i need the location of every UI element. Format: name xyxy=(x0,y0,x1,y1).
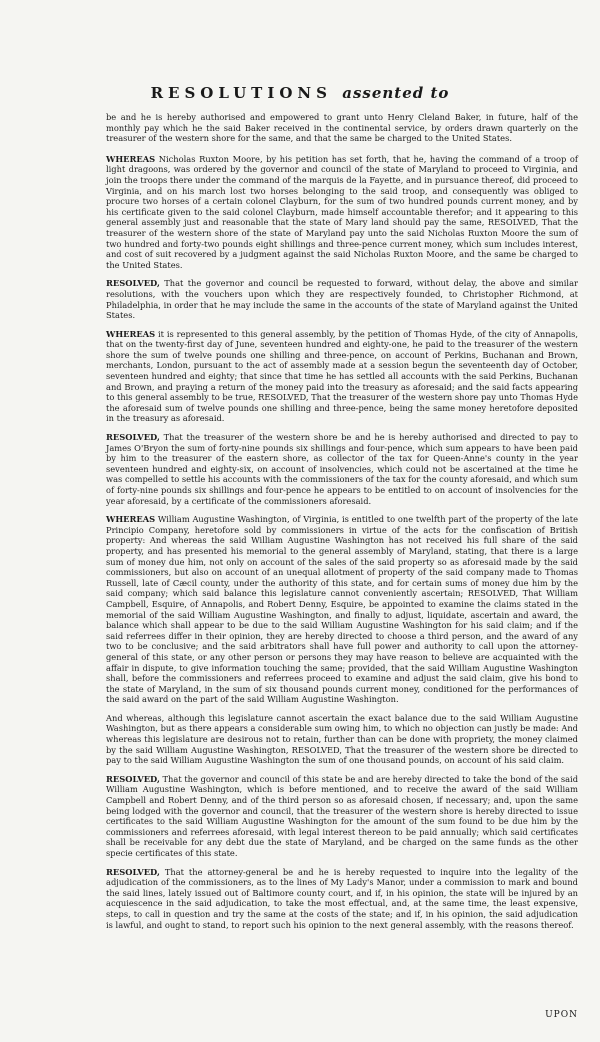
paragraph xyxy=(106,514,578,705)
paragraph-text: That the governor and council be requested to forward, without delay, the above and similar resolutions, with the vouchers upon which they are respectively founded, to Christopher Richmond, at Philadelphia, in order that he may include the same in the accounts of the state of Maryland against the United States. xyxy=(106,278,578,321)
paragraph-text: William Augustine Washington, of Virginia, is entitled to one twelfth part of the property of the late Principio Company, heretofore sold by commissioners in virtue of the acts for the confiscation of British property: And whereas the said William Augustine Washington has not received his full share of the said property, and has presented his memorial to the general assembly of Maryland, stating, that there is a large sum of money due him, not only on account of the sales of the said property so as aforesaid made by the said commissioners, but also on account of an unequal allotment of property of the said company made to Thomas Russell, late of Cæcil county, under the authority of this state, and for certain sums of money due him by the said company; which said balance this legislature cannot conveniently ascertain; RESOLVED, That William Campbell, Esquire, of Annapolis, and Robert Denny, Esquire, be appointed to examine the claims stated in the memorial of the said William Augustine Washington, and finally to adjust, liquidate, ascertain and award, the balance which shall appear to be due to the said William Augustine Washington for his said claim; and if the said referrees differ in their opinion, they are hereby directed to choose a third person, and the award of any two to be conclusive; and the said arbitrators shall have full power and authority to call upon the attorney-general of this state, or any other person or persons they may have reason to believe are acquainted with the affair in dispute, to give information touching the same; provided, that the said William Augustine Washington shall, before the commissioners and referrees proceed to examine and adjust the said claim, give his bond to the state of Maryland, in the sum of six thousand pounds current money, conditioned for the performances of the said award on the part of the said William Augustine Washington. xyxy=(106,514,578,705)
paragraph-text: it is represented to this general assembly, by the petition of Thomas Hyde, of the city of Annapolis, that on the twenty-first day of June, seventeen hundred and eighty-one, he paid to the treasurer of the western shore the sum of twelve pounds one shilling and three-pence, on account of Perkins, Buchanan and Brown, merchants, London, pursuant to the act of assembly made at a session begun the seventeenth day of October, seventeen hundred and eighty; that since that time he has settled all accounts with the said Perkins, Buchanan and Brown, and praying a return of the money paid into the treasury as aforesaid; and the said facts appearing to this general assembly to be true, RESOLVED, That the treasurer of the western shore pay unto Thomas Hyde the aforesaid sum of twelve pounds one shilling and three-pence, being the same money heretofore deposited in the treasury as aforesaid. xyxy=(106,328,578,424)
paragraph-lead: RESOLVED, xyxy=(106,278,160,289)
paragraph xyxy=(106,432,578,506)
paragraph-lead: RESOLVED, xyxy=(106,432,160,443)
paragraph-text: That the governor and council of this state be and are hereby directed to take the bond of the said William Augustine Washington, which is before mentioned, and to receive the award of the said William Campbell and Robert Denny, and of the third person so as aforesaid chosen, if necessary; and, upon the same being lodged with the governor and council, that the treasurer of the western shore is hereby directed to issue certificates to the said William Augustine Washington for the amount of the sum found to be due him by the commissioners and referrees aforesaid, with legal interest thereon to be paid annually; which said certificates shall be receivable for any debt due the state of Maryland, and be charged on the same funds as the other specie certificates of this state. xyxy=(106,773,579,858)
paragraph xyxy=(106,112,578,144)
paragraph-text: be and he is hereby authorised and empowered to grant unto Henry Cleland Baker, in future, half of the monthly pay which he the said Baker received in the continental service, by orders drawn quarterly on the treasurer of the western shore for the same, and that the same be charged to the United States. xyxy=(106,112,578,144)
paragraph xyxy=(106,154,578,271)
paragraph xyxy=(106,867,578,931)
paragraph-text: And whereas, although this legislature cannot ascertain the exact balance due to the said William Augustine Washington, but as there appears a considerable sum owing him, to which no objection can justly be made: And whereas this legislature are desirous not to retain, further than can be done with propriety, the money claimed by the said William Augustine Washington, RESOLVED, That the treasurer of the western shore be directed to pay to the said William Augustine Washington the sum of one thousand pounds, on account of his said claim. xyxy=(106,712,578,766)
paragraph-lead: WHEREAS xyxy=(106,514,156,525)
title-rest: assented to xyxy=(342,84,450,102)
paragraph-text: That the treasurer of the western shore be and he is hereby authorised and directed to pay to James O'Bryon the sum of forty-nine pounds six shillings and four-pence, which sum appears to have been paid by him to the treasurer of the eastern shore, as collector of the tax for Queen-Anne's county in the year seventeen hundred and eighty-six, on account of insolvencies, which could not be ascertained at the time he was compelled to settle his accounts with the commissioners of the tax for the county aforesaid, and which sum of forty-nine pounds six shillings and four-pence he appears to be entitled to on account of insolvencies for the year aforesaid, by a certificate of the commissioners aforesaid. xyxy=(106,432,578,506)
page-title xyxy=(0,84,600,102)
paragraph-lead: RESOLVED, xyxy=(106,773,160,784)
paragraph xyxy=(106,774,578,859)
paragraph xyxy=(106,329,578,424)
paragraph-text: Nicholas Ruxton Moore, by his petition has set forth, that he, having the command of a troop of light dragoons, was ordered by the governor and council of the state of Maryland to proceed to Virginia, and join the troops there under the command of the marquis de la Fayette, and in pursuance thereof, did proceed to Virginia, and on his march lost two horses belonging to the said troop, and consequently was obliged to procure two horses of a certain colonel Clayburn, for the sum of two hundred pounds current money, and by his certificate given to the said colonel Clayburn, made himself accountable therefor; and it appearing to this general assembly just and reasonable that the state of Mary land should pay the same, RESOLVED, That the treasurer of the western shore of the state of Maryland pay unto the said Nicholas Ruxton Moore the sum of two hundred and forty-two pounds eight shillings and three-pence current money, which sum includes interest, and cost of suit recovered by a judgment against the said Nicholas Ruxton Moore, and the same be charged to the United States. xyxy=(106,153,578,270)
paragraph-lead: RESOLVED, xyxy=(106,866,160,877)
paragraph xyxy=(106,278,578,320)
paragraph xyxy=(106,713,578,766)
title-caps: RESOLUTIONS xyxy=(150,84,332,102)
paragraph-lead: WHEREAS xyxy=(106,328,156,339)
catchword: UPON xyxy=(545,1010,578,1020)
paragraph-lead: WHEREAS xyxy=(106,153,156,164)
resolutions-body xyxy=(106,112,578,938)
paragraph-text: That the attorney-general be and he is hereby requested to inquire into the legality of the adjudication of the commissioners, as to the lines of My Lady's Manor, under a commission to mark and bound the said lines, lately issued out of Baltimore county court, and if, in his opinion, the state will be injured by an acquiescence in the said adjudication, to take the most effectual, and, at the same time, the least expensive, steps, to call in question and try the same at the costs of the state; and if, in his opinion, the said adjudication is lawful, and ought to stand, to report such his opinion to the next general assembly, with the reasons thereof. xyxy=(106,866,578,930)
